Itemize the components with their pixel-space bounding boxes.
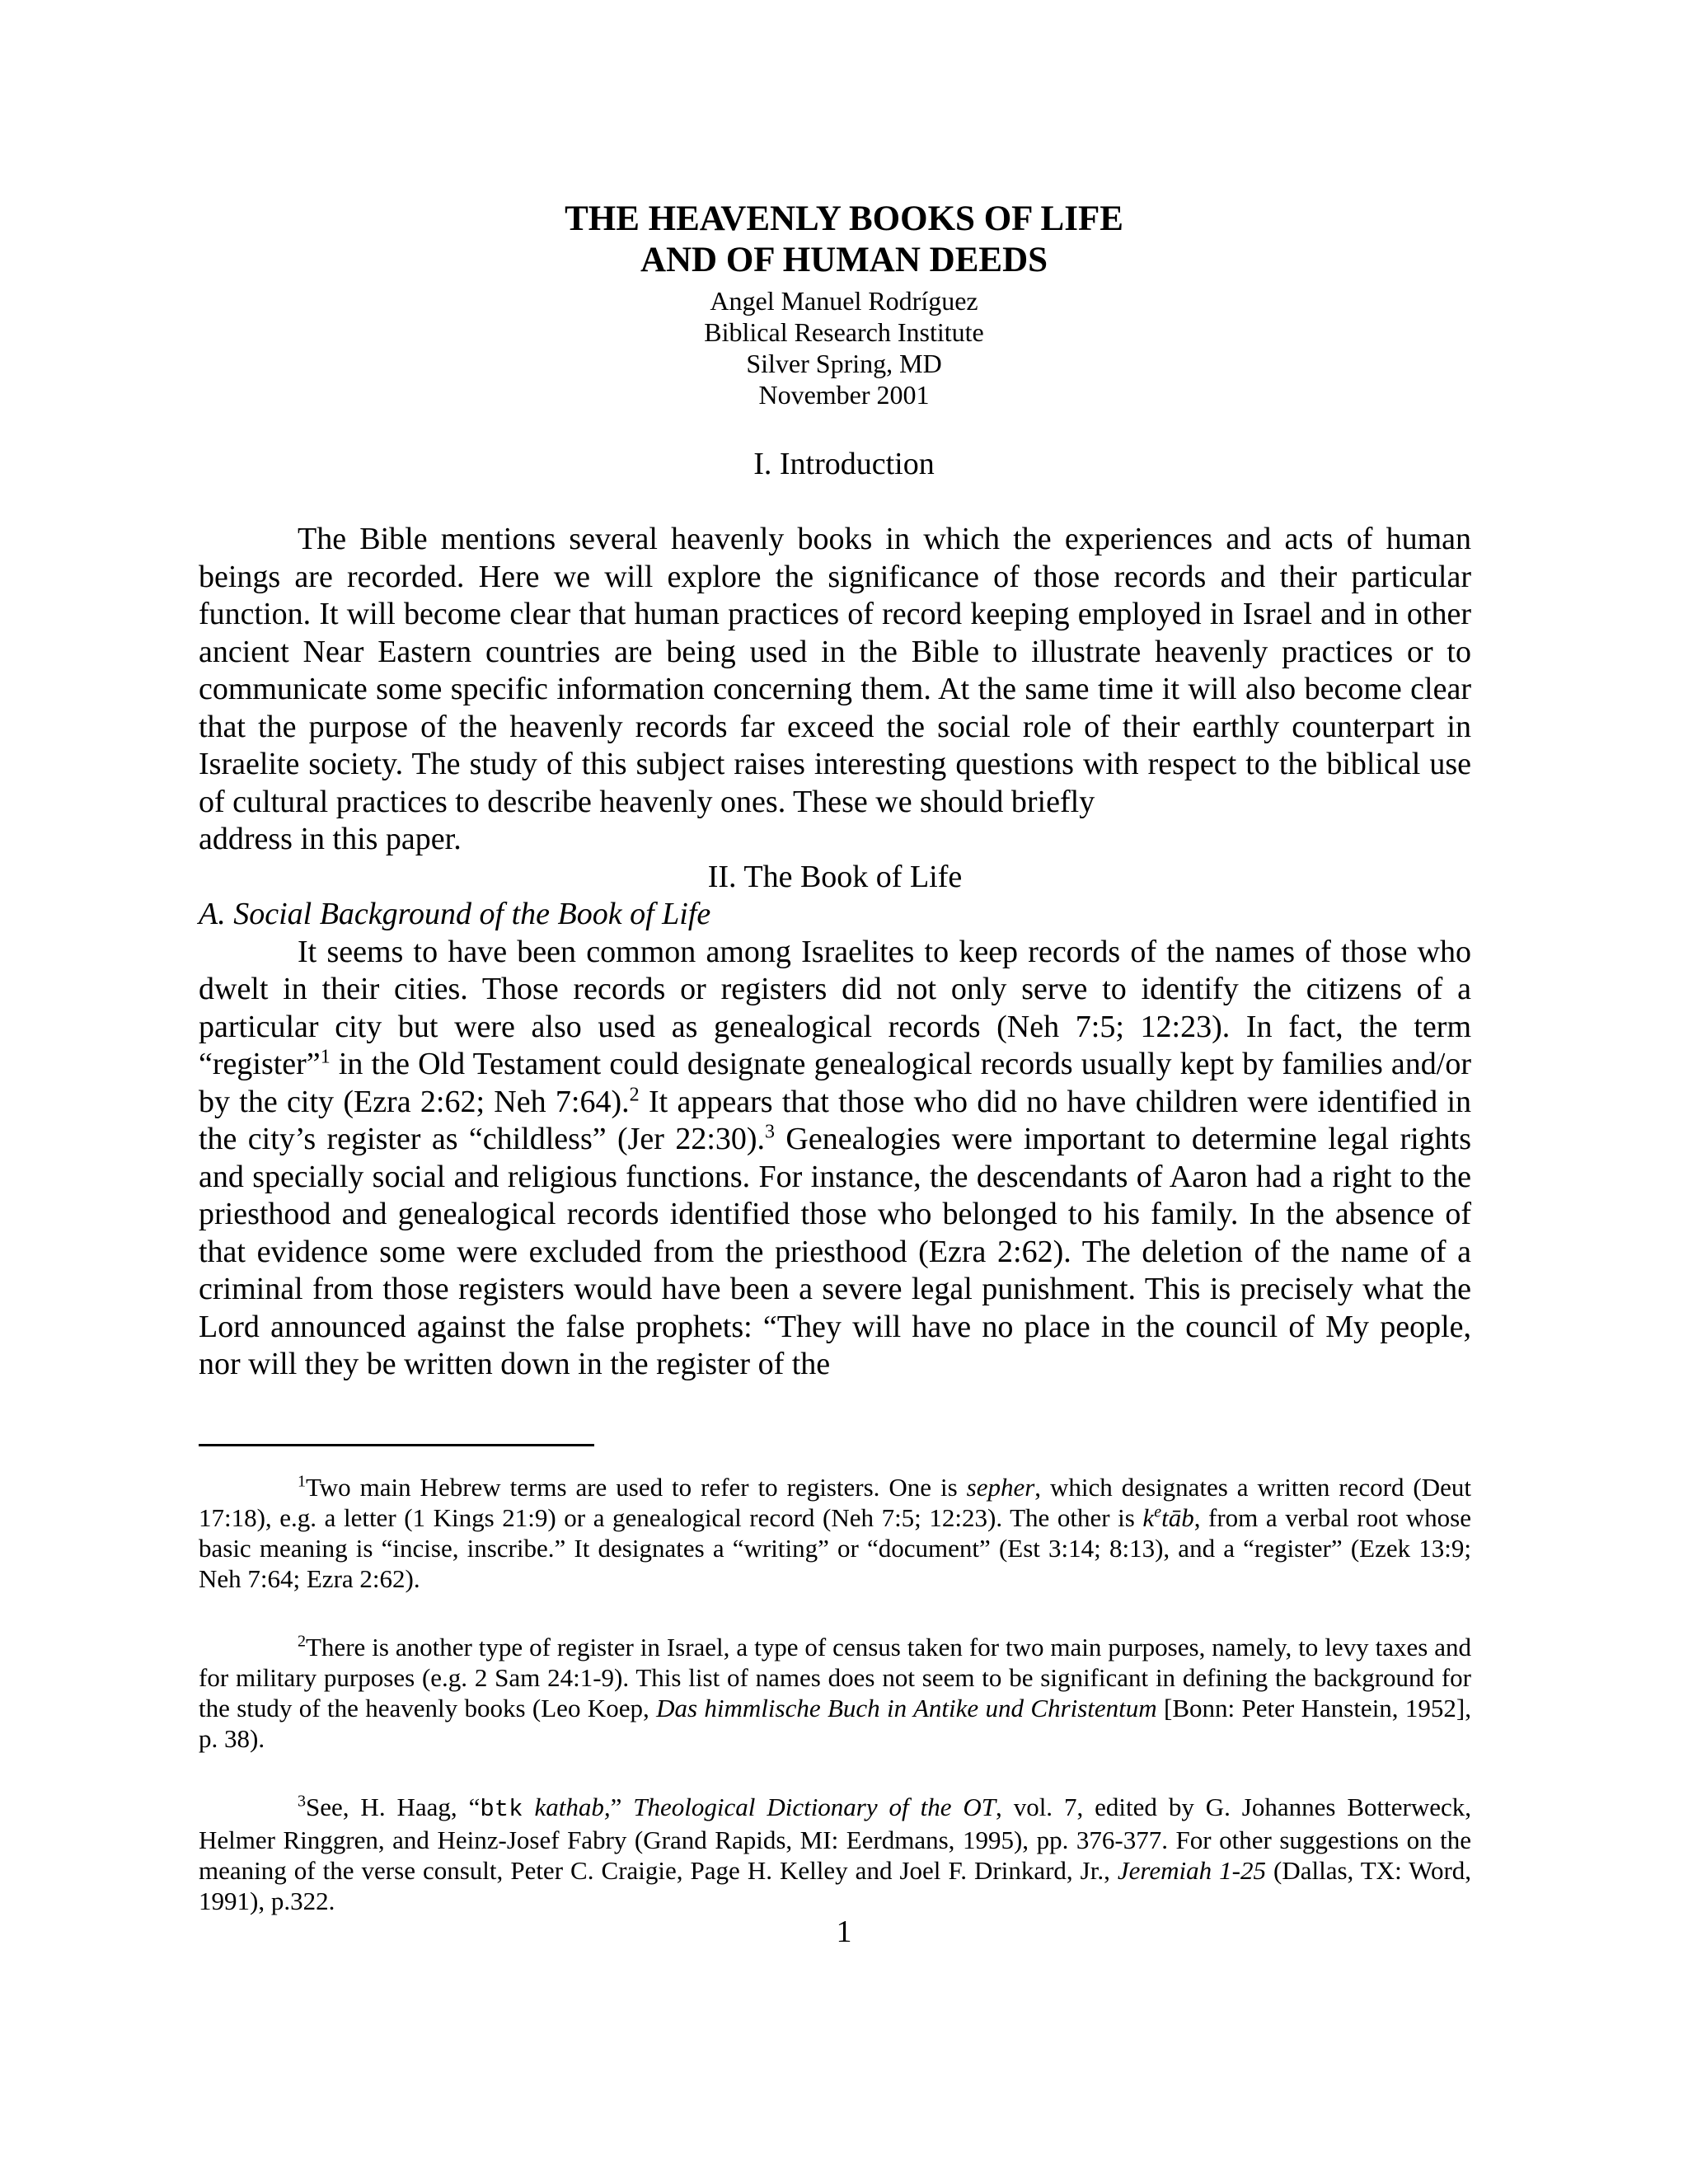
paragraph-text-part-2: in the Old Testament could designate genealogical records usually kept by families and/or by the city (Ezra 2:62; Neh 7:64). — [199, 1047, 1471, 1119]
title-line-2: AND OF HUMAN DEEDS — [640, 241, 1048, 279]
subheading-social-background: A. Social Background of the Book of Life — [199, 897, 711, 931]
footnote-text: Two main Hebrew terms are used to refer to registers. One is — [306, 1473, 967, 1502]
footnote-text: See, H. Haag, “ — [306, 1793, 481, 1821]
footnote-text: , which designates a written record (Deut 17:18), e.g. a letter (1 Kings 21:9) or a genealogical record (Neh 7:5; 12:23). The other is — [199, 1473, 1471, 1532]
paragraph-text-part-3: It appears that those who did no have children were identified in the city’s register as “childless” (Jer 22:30). — [199, 1084, 1472, 1156]
page-number: 1 — [836, 1915, 852, 1949]
footnote-italic-term: kathab, — [523, 1793, 611, 1821]
footnote-1 — [199, 1472, 1471, 1594]
author-location: Silver Spring, MD — [746, 349, 942, 378]
document-date: November 2001 — [758, 380, 930, 410]
footnote-text: , from a verbal root whose basic meaning is “incise, inscribe.” It designates a “writing” or “document” (Est 3:14; 8:13), and a “register” (Ezek 13:9; Neh 7:64; Ezra 2:62). — [199, 1503, 1471, 1593]
intro-paragraph-last-line: address in this paper. — [199, 822, 462, 856]
paragraph-text-part-1: It seems to have been common among Israelites to keep records of the names of those who dwelt in their cities. Those records or registers did not only serve to identify the citizens of a particular city but were also used as genealogical records (Neh 7:5; 12:23). In fact, the term “register” — [199, 934, 1471, 1081]
author-name: Angel Manuel Rodríguez — [710, 286, 978, 316]
footnote-number-3: 3 — [298, 1792, 306, 1811]
footnote-text: ” — [610, 1793, 634, 1821]
author-institute: Biblical Research Institute — [704, 317, 984, 347]
footnote-italic-title: Das himmlische Buch in Antike und Christentum — [656, 1694, 1157, 1722]
footnote-italic-title: Theological Dictionary of the OT — [633, 1793, 996, 1821]
body-text — [199, 521, 1471, 1384]
footnote-italic-term: $k^etāb$ — [1142, 1502, 1194, 1532]
footnote-number-2: 2 — [298, 1632, 306, 1651]
footnote-text: , vol. 7, edited by G. Johannes Botterweck, Helmer Ringgren, and Heinz-Josef Fabry (Grand Rapids, MI: Eerdmans, 1995), pp. 376-377. For other suggestions on the meaning of the verse consult, Peter C. Craigie, Page H. Kelley and Joel F. Drinkard, Jr., — [199, 1793, 1472, 1885]
footnote-ref-3[interactable]: 3 — [765, 1121, 776, 1143]
footnote-3 — [199, 1792, 1471, 1916]
footnote-ref-1[interactable]: 1 — [320, 1046, 331, 1068]
footnote-text: There is another type of register in Israel, a type of census taken for two main purposes, namely, to levy taxes and for military purposes (e.g. 2 Sam 24:1-9). This list of names does not seem to be significant in defining the background for the study of the heavenly books (Leo Koep, — [199, 1633, 1471, 1722]
footnote-italic-term: sepher — [966, 1473, 1035, 1502]
footnote-separator — [199, 1444, 594, 1446]
footnote-text: [Bonn: Peter Hanstein, 1952], p. 38). — [199, 1694, 1471, 1753]
footnote-ref-2[interactable]: 2 — [629, 1083, 640, 1105]
footnote-number-1: 1 — [298, 1472, 306, 1491]
footnote-2 — [199, 1632, 1471, 1754]
title-line-1: THE HEAVENLY BOOKS OF LIFE — [565, 199, 1123, 238]
footnote-italic-title: Jeremiah 1-25 — [1117, 1856, 1266, 1885]
section-heading-book-of-life: II. The Book of Life — [707, 859, 963, 894]
social-background-paragraph — [199, 934, 1471, 1384]
footnote-text: (Dallas, TX: Word, 1991), p.322. — [199, 1856, 1472, 1915]
section-heading-introduction: I. Introduction — [753, 447, 935, 481]
hebrew-transliteration: btk — [480, 1796, 523, 1823]
intro-paragraph: The Bible mentions several heavenly books in which the experiences and acts of human beings are recorded. Here we will explore the significance of those records and their particular function. It will become clear that human practices of record keeping employed in Israel and in other ancient Near Eastern countries are being used in the Bible to illustrate heavenly practices or to communicate some specific information concerning them. At the same time it will also become clear that the purpose of the heavenly records far exceed the social role of their earthly counterpart in Israelite society. The study of this subject raises interesting questions with respect to the biblical use of cultural practices to describe heavenly ones. These we should briefly — [199, 522, 1471, 819]
paragraph-text-part-4: Genealogies were important to determine legal rights and specially social and religious functions. For instance, the descendants of Aaron had a right to the priesthood and genealogical records identified those who belonged to his family. In the absence of that evidence some were excluded from the priesthood (Ezra 2:62). The deletion of the name of a criminal from those registers would have been a severe legal punishment. This is precisely what the Lord announced against the false prophets: “They will have no place in the council of My people, nor will they be written down in the register of the — [199, 1122, 1472, 1381]
